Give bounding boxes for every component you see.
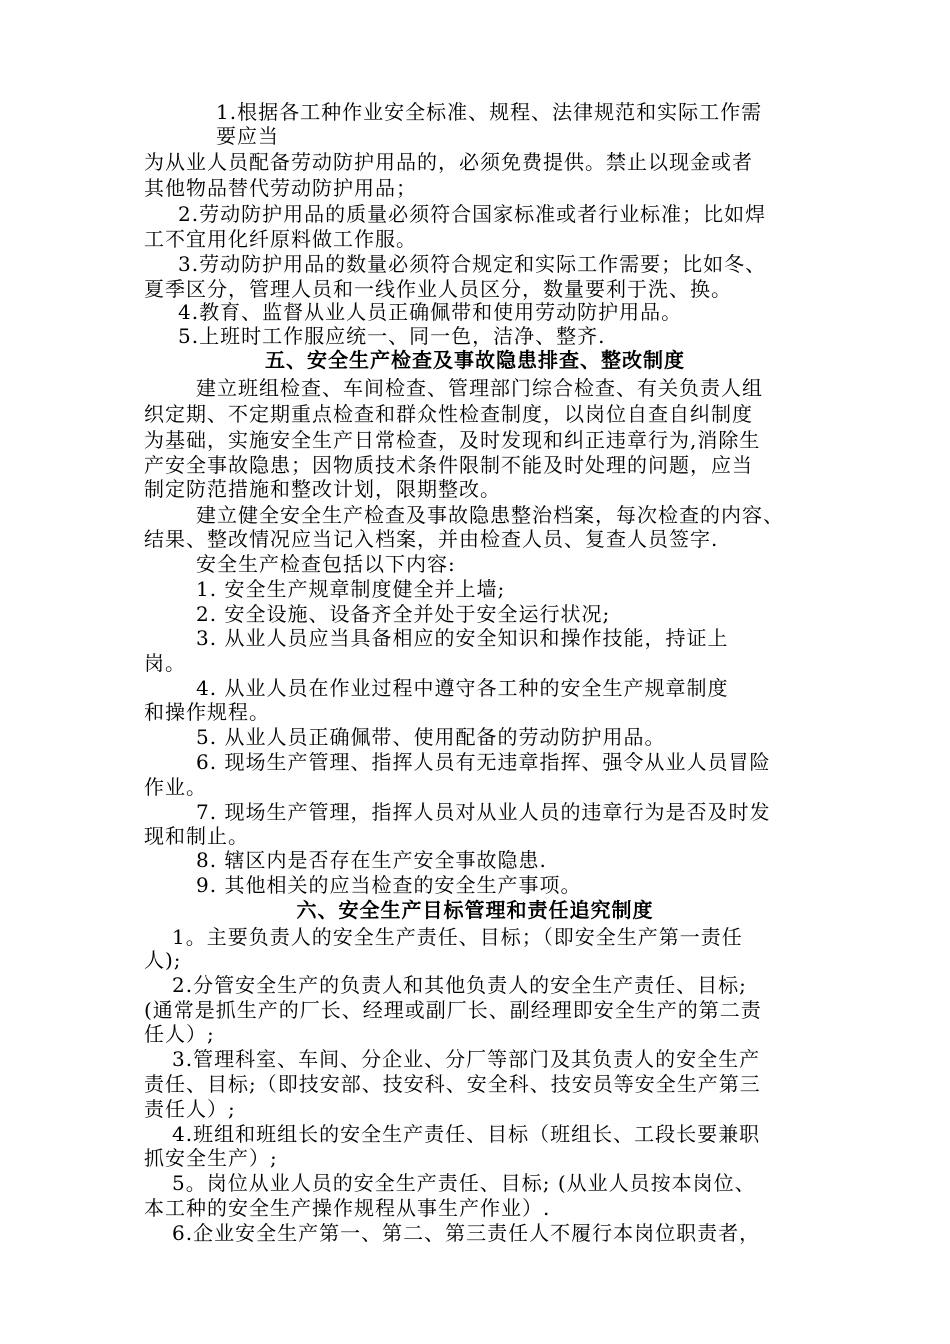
list-item: 5. 从业人员正确佩带、使用配备的劳动防护用品。 [196, 725, 666, 749]
text-line: 产安全事故隐患；因物质技术条件限制不能及时处理的问题，应当 [144, 453, 753, 477]
text-line: 建立健全安全生产检查及事故隐患整治档案，每次检查的内容、 [196, 503, 784, 527]
list-item: 3. 从业人员应当具备相应的安全知识和操作技能，持证上 [196, 626, 729, 650]
text-line: 3.管理科室、车间、分企业、分厂等部门及其负责人的安全生产 [172, 1047, 761, 1071]
section-heading: 五、安全生产检查及事故隐患排查、整改制度 [265, 348, 685, 372]
text-line: 为基础，实施安全生产日常检查，及时发现和纠正违章行为,消除生 [144, 428, 761, 452]
list-item: 作业。 [144, 775, 207, 799]
text-line: 建立班组检查、车间检查、管理部门综合检查、有关负责人组 [196, 376, 763, 400]
list-item: 4. 从业人员在作业过程中遵守各工种的安全生产规章制度 [196, 676, 729, 700]
text-line: 安全生产检查包括以下内容: [196, 552, 456, 576]
text-line: 要应当 [216, 124, 279, 148]
list-item: 9. 其他相关的应当检查的安全生产事项。 [196, 873, 582, 897]
text-line: 其他物品替代劳动防护用品； [144, 176, 417, 200]
text-line: 1.根据各工种作业安全标准、规程、法律规范和实际工作需 [216, 100, 763, 124]
text-line: 5.上班时工作服应统一、同一色，洁净、整齐. [178, 324, 606, 348]
section-heading: 六、安全生产目标管理和责任追究制度 [296, 898, 654, 922]
text-line: 6.企业安全生产第一、第二、第三责任人不履行本岗位职责者， [172, 1221, 761, 1245]
list-item: 6. 现场生产管理、指挥人员有无违章指挥、强令从业人员冒险 [196, 750, 771, 774]
text-line: 4.教育、监督从业人员正确佩带和使用劳动防护用品。 [178, 300, 683, 324]
text-line: 3.劳动防护用品的数量必须符合规定和实际工作需要；比如冬、 [178, 252, 767, 276]
text-line: 责任、目标;（即技安部、技安科、安全科、技安员等安全生产第三 [144, 1072, 761, 1096]
text-line: 结果、整改情况应当记入档案，并由检查人员、复查人员签字. [144, 527, 719, 551]
text-line: 本工种的安全生产操作规程从事生产作业）. [144, 1196, 551, 1220]
text-line: 2.分管安全生产的负责人和其他负责人的安全生产责任、目标; [172, 973, 747, 997]
text-line: 人); [144, 948, 182, 972]
text-line: 4.班组和班组长的安全生产责任、目标（班组长、工段长要兼职 [172, 1122, 761, 1146]
list-item: 现和制止。 [144, 824, 249, 848]
list-item: 岗。 [144, 651, 186, 675]
list-item: 和操作规程。 [144, 700, 270, 724]
text-line: 抓安全生产）; [144, 1146, 278, 1170]
text-line: 工不宜用化纤原料做工作服。 [144, 227, 417, 251]
list-item: 7. 现场生产管理，指挥人员对从业人员的违章行为是否及时发 [196, 800, 771, 824]
text-line: (通常是抓生产的厂长、经理或副厂长、副经理即安全生产的第二责 [144, 998, 762, 1022]
text-line: 5。岗位从业人员的安全生产责任、目标; (从业人员按本岗位、 [172, 1171, 756, 1195]
list-item: 2. 安全设施、设备齐全并处于安全运行状况; [196, 602, 611, 626]
text-line: 责任人）; [144, 1097, 236, 1121]
text-line: 制定防范措施和整改计划，限期整改。 [144, 477, 501, 501]
text-line: 任人）; [144, 1022, 215, 1046]
list-item: 1. 安全生产规章制度健全并上墙; [196, 577, 506, 601]
text-line: 夏季区分，管理人员和一线作业人员区分，数量要利于洗、换。 [144, 277, 732, 301]
list-item: 8. 辖区内是否存在生产安全事故隐患. [196, 848, 547, 872]
text-line: 2.劳动防护用品的质量必须符合国家标准或者行业标准；比如焊 [178, 202, 767, 226]
text-line: 织定期、不定期重点检查和群众性检查制度，以岗位自查自纠制度 [144, 402, 753, 426]
text-line: 为从业人员配备劳动防护用品的，必须免费提供。禁止以现金或者 [144, 150, 753, 174]
text-line: 1。主要负责人的安全生产责任、目标；（即安全生产第一责任 [172, 925, 743, 949]
